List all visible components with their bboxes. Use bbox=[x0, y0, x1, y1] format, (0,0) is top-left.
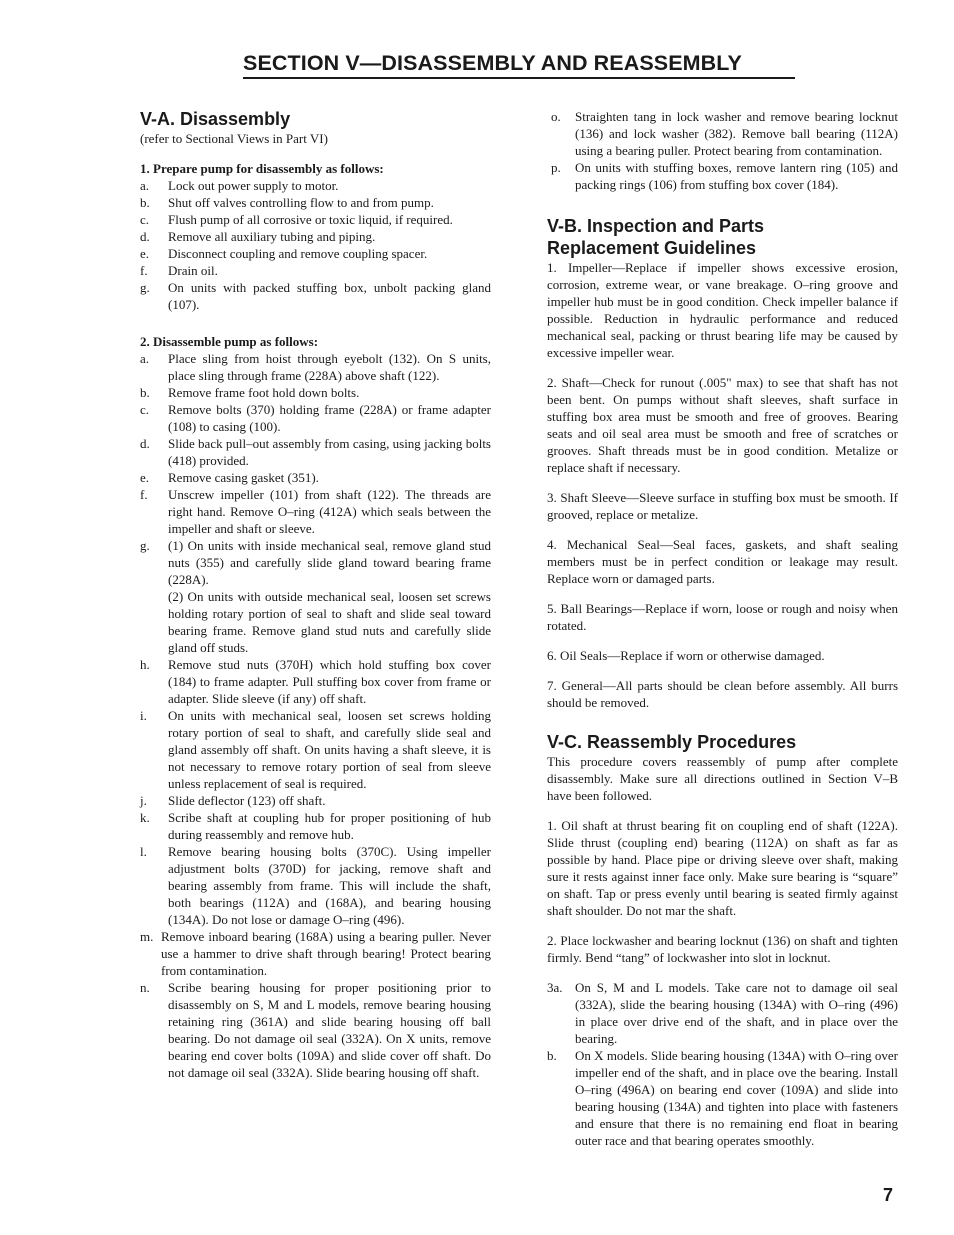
disassembly-reference: (refer to Sectional Views in Part VI) bbox=[140, 131, 328, 146]
section-title: SECTION V—DISASSEMBLY AND REASSEMBLY bbox=[243, 50, 795, 79]
list-item: e. Disconnect coupling and remove coupling spacer. bbox=[140, 246, 428, 261]
right-column bbox=[547, 108, 898, 1149]
list-item: c. Remove bolts (370) holding frame (228A) or frame adapter (108) to casing (100). bbox=[140, 402, 491, 434]
list-item: 3a. On S, M and L models. Take care not to damage oil seal (332A), slide the bearing housing (134A) with O–ring (496) in place over drive end of the shaft, and in place over the bearing. bbox=[547, 980, 898, 1046]
inspection-paragraph: 3. Shaft Sleeve—Sleeve surface in stuffing box must be smooth. If grooved, replace or metalize. bbox=[547, 490, 898, 522]
page-number: 7 bbox=[883, 1185, 894, 1205]
inspection-paragraph: 5. Ball Bearings—Replace if worn, loose or rough and noisy when rotated. bbox=[547, 601, 898, 633]
inspection-paragraph: 4. Mechanical Seal—Seal faces, gaskets, and shaft sealing members must be in perfect condition or leakage may result. Replace worn or damaged parts. bbox=[547, 537, 898, 586]
list-item: o. Straighten tang in lock washer and remove bearing locknut (136) and lock washer (382). Remove ball bearing (112A) using a bearing puller. Protect bearing from contamination. bbox=[551, 109, 898, 158]
list-item: g. On units with packed stuffing box, unbolt packing gland (107). bbox=[140, 280, 491, 312]
step3-list bbox=[547, 979, 898, 1149]
step2-list-continued bbox=[547, 108, 898, 193]
step1-list bbox=[140, 177, 491, 313]
inspection-paragraph: 1. Impeller—Replace if impeller shows excessive erosion, corrosion, extreme wear, or vane breakage. O–ring groove and impeller hub must be in good condition. Check impeller balance if possible. Reduction in hydraulic performance and reduced mechanical seal, packing or thrust bearing life may be caused by excessive impeller wear. bbox=[547, 260, 898, 360]
left-column bbox=[140, 108, 491, 1081]
reassembly-intro: This procedure covers reassembly of pump after complete disassembly. Make sure all directions outlined in Section V–B have been followed. bbox=[547, 754, 898, 803]
step2-heading: 2. Disassemble pump as follows: bbox=[140, 334, 319, 349]
inspection-paragraph: 2. Shaft—Check for runout (.005" max) to see that shaft has not been bent. On pumps without shaft sleeves, shaft surface in stuffing box area must be smooth and free of grooves. Bearing seats and oil seal area must be smooth and free of scratches or grooves. Shaft threads must be in good condition. Metalize or replace shaft if necessary. bbox=[547, 375, 898, 475]
reassembly-heading: V-C. Reassembly Procedures bbox=[547, 732, 797, 752]
list-item: b. Remove frame foot hold down bolts. bbox=[140, 385, 360, 400]
reassembly-paragraph: 1. Oil shaft at thrust bearing fit on coupling end of shaft (122A). Slide thrust (coupling end) bearing (112A) on shaft as far as possible by hand. Place pipe or driving sleeve over shaft, making sure it rests against inner face only. Make sure bearing is “square” on shaft. Tap or press evenly until bearing is seated firmly against shaft shoulder. Do not mar the shaft. bbox=[547, 818, 898, 918]
list-item: f. Unscrew impeller (101) from shaft (122). The threads are right hand. Remove O–ring (412A) which seals between the impeller and shaft or sleeve. bbox=[140, 487, 491, 536]
list-item: g. (1) On units with inside mechanical seal, remove gland stud nuts (355) and carefully slide gland toward bearing frame (228A). bbox=[140, 538, 491, 587]
step1-heading: 1. Prepare pump for disassembly as follows: bbox=[140, 161, 384, 176]
list-item: b. Shut off valves controlling flow to and from pump. bbox=[140, 195, 434, 210]
reassembly-paragraph: 2. Place lockwasher and bearing locknut (136) on shaft and tighten firmly. Bend “tang” of lockwasher into slot in locknut. bbox=[547, 933, 898, 965]
list-item: h. Remove stud nuts (370H) which hold stuffing box cover (184) to frame adapter. Pull stuffing box cover from frame or adapter. Slide sleeve (if any) off shaft. bbox=[140, 657, 491, 706]
list-item: j. Slide deflector (123) off shaft. bbox=[140, 793, 326, 808]
list-item: c. Flush pump of all corrosive or toxic liquid, if required. bbox=[140, 212, 453, 227]
inspection-paragraph: 6. Oil Seals—Replace if worn or otherwise damaged. bbox=[547, 648, 825, 663]
list-item: b. On X models. Slide bearing housing (134A) with O–ring over impeller end of the shaft, and in place ove the bearing. Install O–ring (496A) on bearing end cover (109A) and slide into bearing housing (134A) and tighten into place with fasteners and ensure that there is no remaining end float in bearing outer race and that bearing operates smoothly. bbox=[547, 1048, 898, 1148]
list-item: i. On units with mechanical seal, loosen set screws holding rotary portion of seal to shaft, and carefully slide seal and gland assembly off shaft. On units having a shaft sleeve, it is not necessary to remove rotary portion of seal from sleeve unless replacement of seal is required. bbox=[140, 708, 491, 791]
list-item-continuation: (2) On units with outside mechanical seal, loosen set screws holding rotary portion of seal to shaft and slide seal toward bearing frame. Remove gland stud nuts and carefully slide gland off studs. bbox=[168, 589, 491, 655]
list-item: d. Slide back pull–out assembly from casing, using jacking bolts (418) provided. bbox=[140, 436, 491, 468]
list-item: n. Scribe bearing housing for proper positioning prior to disassembly on S, M and L models, remove bearing housing retaining ring (361A) and slide bearing housing off ball bearing. Do not damage oil seal (332A). On X units, remove bearing end cover bolts (109A) and slide cover off shaft. Do not damage oil seal (332A). Slide bearing housing off shaft. bbox=[140, 980, 491, 1080]
list-item: k. Scribe shaft at coupling hub for proper positioning of hub during reassembly and remove hub. bbox=[140, 810, 491, 842]
list-item: d. Remove all auxiliary tubing and piping. bbox=[140, 229, 376, 244]
list-item: a. Lock out power supply to motor. bbox=[140, 178, 339, 193]
list-item: m. Remove inboard bearing (168A) using a bearing puller. Never use a hammer to drive shaft through bearing! Protect bearing from contamination. bbox=[140, 929, 491, 978]
list-item: l. Remove bearing housing bolts (370C). Using impeller adjustment bolts (370D) for jacking, remove shaft and bearing assembly from frame. This will include the shaft, both bearings (112A) and (168A), and bearing housing (134A). Do not lose or damage O–ring (496). bbox=[140, 844, 491, 927]
disassembly-heading: V-A. Disassembly bbox=[140, 109, 291, 129]
step2-list bbox=[140, 350, 491, 1081]
inspection-paragraph: 7. General—All parts should be clean before assembly. All burrs should be removed. bbox=[547, 678, 898, 710]
inspection-heading: V-B. Inspection and Parts Replacement Guidelines bbox=[547, 216, 765, 258]
list-item: e. Remove casing gasket (351). bbox=[140, 470, 319, 485]
list-item: f. Drain oil. bbox=[140, 263, 218, 278]
list-item: p. On units with stuffing boxes, remove lantern ring (105) and packing rings (106) from stuffing box cover (184). bbox=[551, 160, 898, 192]
list-item: a. Place sling from hoist through eyebolt (132). On S units, place sling through frame (228A) above shaft (122). bbox=[140, 351, 491, 383]
